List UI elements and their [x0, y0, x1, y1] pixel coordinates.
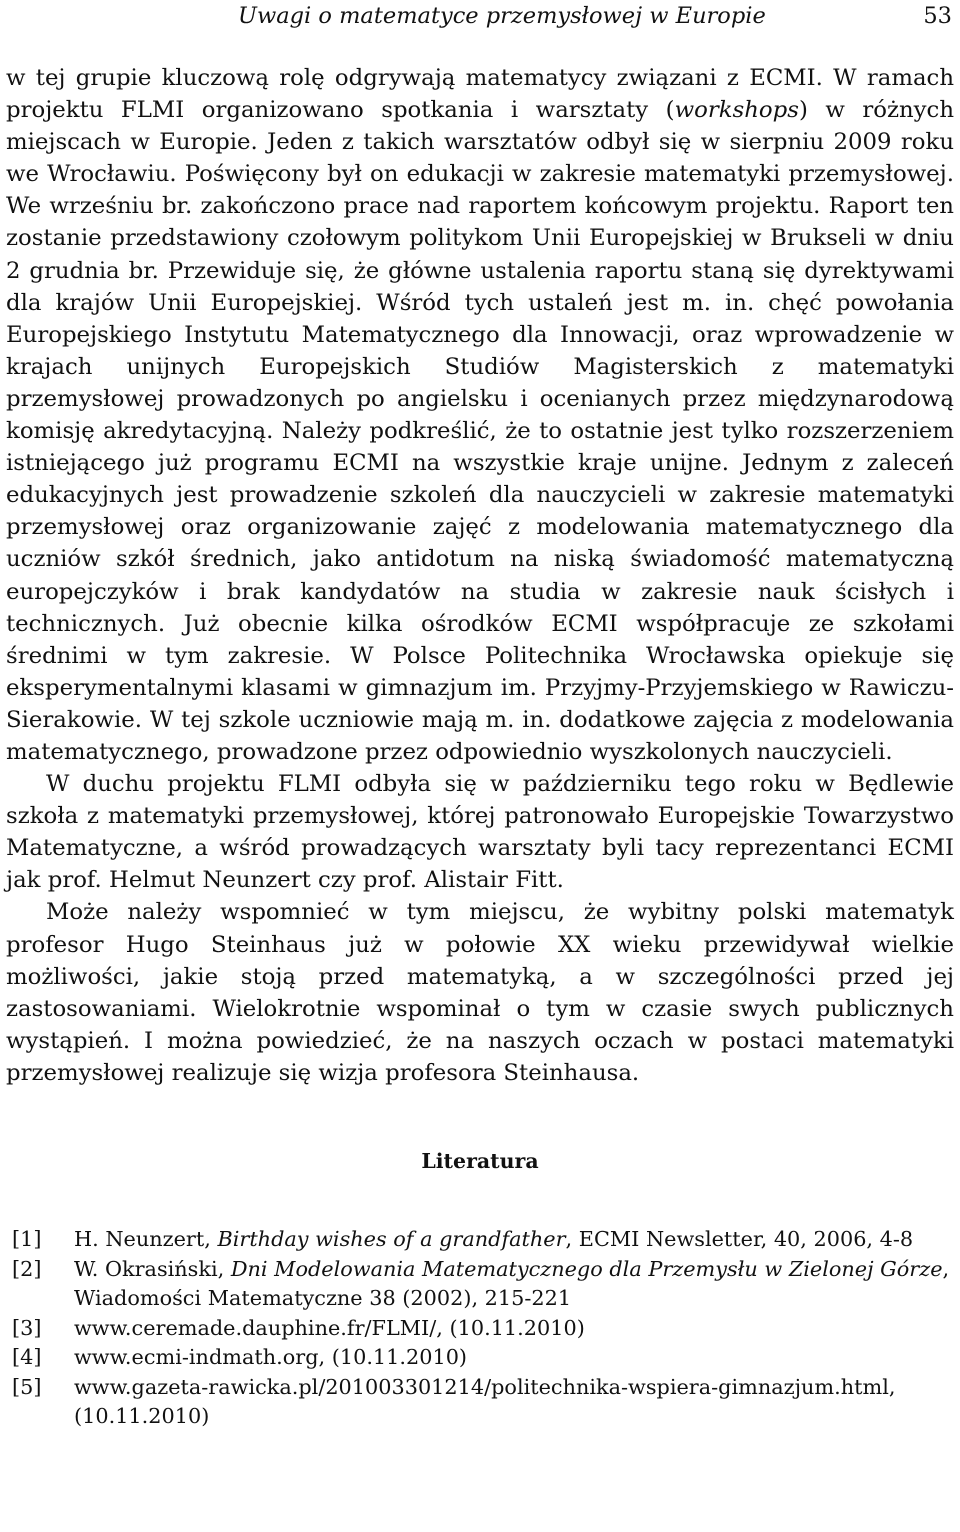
text-run: , ECMI Newsletter, 40, 2006, 4-8: [565, 1227, 914, 1251]
reference-text: [74, 1314, 954, 1344]
paragraph: [6, 62, 954, 768]
references-heading: Literatura: [421, 1149, 539, 1173]
text-run: www.ceremade.dauphine.fr/FLMI/, (10.11.2010): [74, 1315, 585, 1340]
text-run: H. Neunzert,: [74, 1227, 218, 1251]
text-run: w tej grupie kluczową rolę odgrywają matematycy związani z ECMI. W ramach projektu FLMI organizowano spotkania i warsztaty (: [6, 65, 954, 124]
text-run: , Wiadomości Matematyczne 38 (2002), 215-221: [74, 1256, 950, 1310]
body-text: [6, 62, 954, 1089]
italic-text: Dni Modelowania Matematycznego dla Przemysłu w Zielonej Górze: [230, 1256, 943, 1281]
paragraph: [6, 768, 954, 896]
text-run: www.ecmi-indmath.org, (10.11.2010): [74, 1345, 468, 1369]
page-header: [6, 2, 954, 42]
reference-number: [3]: [12, 1315, 42, 1340]
page-number: 53: [923, 3, 952, 29]
reference-number: [4]: [12, 1345, 42, 1369]
text-run: Może należy wspomnieć w tym miejscu, że wybitny polski matematyk profesor Hugo Steinhaus już w połowie XX wieku przewidywał wielkie możliwości, jakie stoją przed matematyką, a w szczególności przed jej zastosowaniami. Wielokrotnie wspominał o tym w czasie swych publicznych wystąpień. I można powiedzieć, że na naszych oczach w postaci matematyki przemysłowej realizuje się wizja profesora Steinhausa.: [6, 899, 954, 1086]
reference-number: [5]: [12, 1374, 42, 1399]
reference-text: [74, 1373, 954, 1432]
italic-text: workshops: [674, 97, 799, 124]
reference-text: [74, 1343, 954, 1373]
text-run: www.gazeta-rawicka.pl/201003301214/politechnika-wspiera-gimnazjum.html, (10.11.2010): [74, 1374, 896, 1428]
text-run: W. Okrasiński,: [74, 1256, 231, 1281]
paragraph: [6, 896, 954, 1089]
reference-item: [6, 1343, 954, 1373]
text-run: W duchu projektu FLMI odbyła się w październiku tego roku w Będlewie szkoła z matematyki przemysłowej, której patronowało Europejskie Towarzystwo Matematyczne, a wśród prowadzących warsztaty byli tacy reprezentanci ECMI jak prof. Helmut Neunzert czy prof. Alistair Fitt.: [6, 771, 954, 894]
running-title: Uwagi o matematyce przemysłowej w Europie: [238, 3, 766, 29]
reference-item: [6, 1225, 954, 1255]
reference-number: [1]: [12, 1227, 42, 1251]
reference-list: [6, 1225, 954, 1432]
text-run: ) w różnych miejscach w Europie. Jeden z takich warsztatów odbył się w sierpniu 2009 roku we Wrocławiu. Poświęcony był on edukacji w zakresie matematyki przemysłowej. We wrześniu br. zakończono prace nad raportem końcowym projektu. Raport ten zostanie przedstawiony czołowym politykom Unii Europejskiej w Brukseli w dniu 2 grudnia br. Przewiduje się, że główne ustalenia raportu staną się dyrektywami dla krajów Unii Europejskiej. Wśród tych ustaleń jest m. in. chęć powołania Europejskiego Instytutu Matematycznego dla Innowacji, oraz wprowadzenie w krajach unijnych Europejskich Studiów Magisterskich z matematyki przemysłowej prowadzonych po angielsku i ocenianych przez międzynarodową komisję akredytacyjną. Należy podkreślić, że to ostatnie jest tylko rozszerzeniem istniejącego już programu ECMI na wszystkie kraje unijne. Jednym z zaleceń edukacyjnych jest prowadzenie szkoleń dla nauczycieli w zakresie matematyki przemysłowej oraz organizowanie zajęć z modelowania matematycznego dla uczniów szkół średnich, jako antidotum na niską świadomość matematyczną europejczyków i brak kandydatów na studia w zakresie nauk ścisłych i technicznych. Już obecnie kilka ośrodków ECMI współpracuje ze szkołami średnimi w tym zakresie. W Polsce Politechnika Wrocławska opiekuje się eksperymentalnymi klasami w gimnazjum im. Przyjmy-Przyjemskiego w Rawiczu-Sierakowie. W tej szkole uczniowie mają m. in. dodatkowe zajęcia z modelowania matematycznego, prowadzone przez odpowiednio wyszkolonych nauczycieli.: [6, 97, 954, 765]
reference-item: [6, 1373, 954, 1432]
italic-text: Birthday wishes of a grandfather: [217, 1227, 566, 1251]
reference-text: [74, 1225, 954, 1255]
reference-item: [6, 1255, 954, 1314]
reference-number: [2]: [12, 1256, 42, 1281]
reference-item: [6, 1314, 954, 1344]
reference-text: [74, 1255, 954, 1314]
document-page: [6, 0, 954, 1432]
